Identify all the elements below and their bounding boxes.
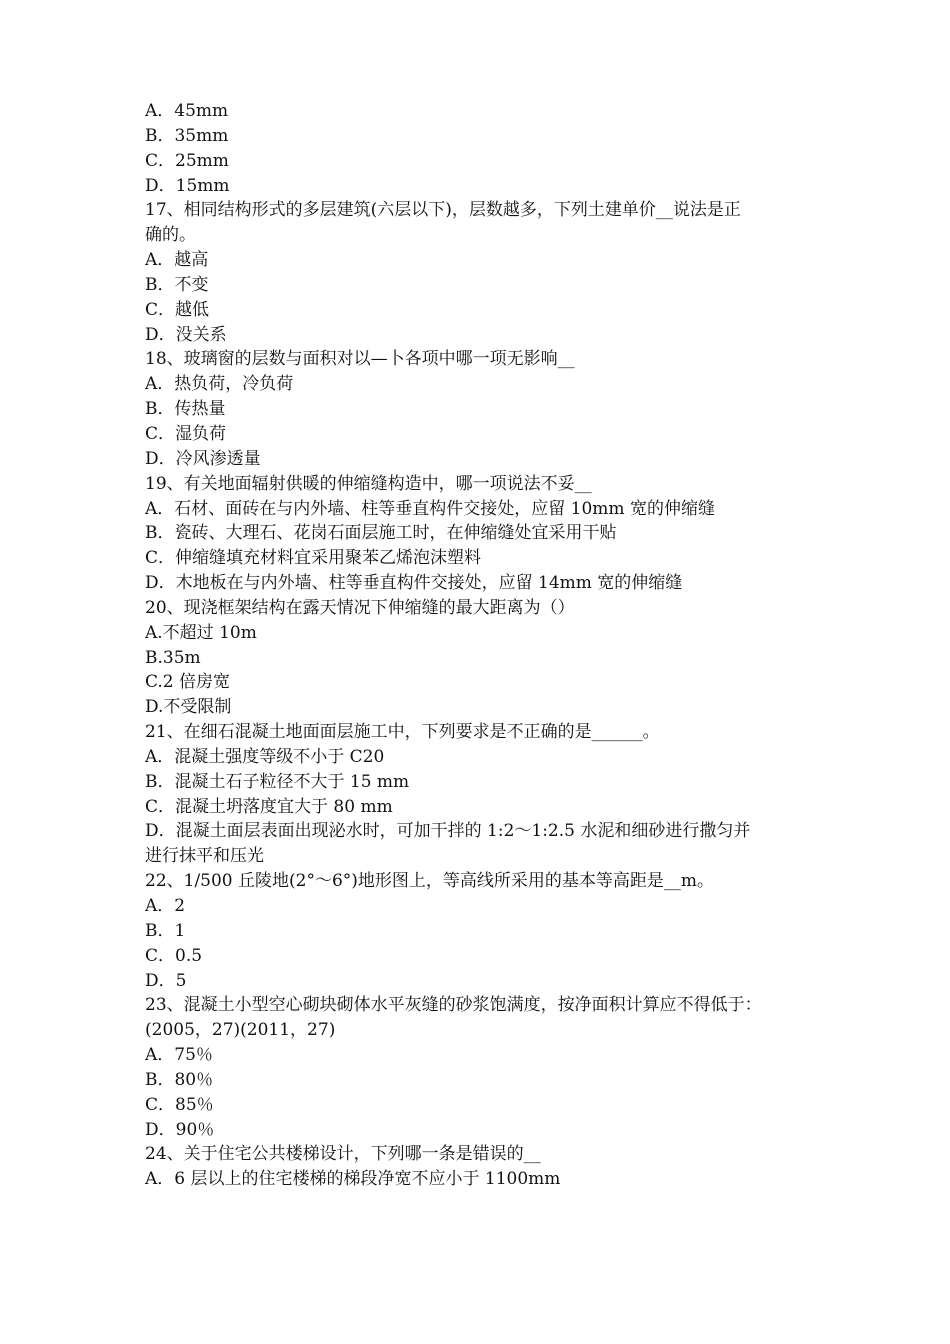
option-line: C.2 倍房宽 (145, 672, 231, 693)
option-line: D.不受限制 (145, 697, 232, 718)
option-line: B．混凝土石子粒径不大于 15 mm (145, 771, 410, 792)
option-line: A．6 层以上的住宅楼梯的梯段净宽不应小于 1100mm (145, 1169, 561, 1190)
option-line: A．混凝土强度等级不小于 C20 (145, 746, 385, 767)
option-line: A.不超过 10m (145, 622, 257, 643)
question-24: 24、关于住宅公共楼梯设计，下列哪一条是错误的__ (145, 1144, 541, 1165)
question-17: 17、相同结构形式的多层建筑(六层以下)，层数越多，下列土建单价__说法是正 (145, 200, 741, 221)
option-line: A．75％ (145, 1045, 213, 1066)
option-line: B.35m (145, 647, 201, 668)
option-line: C．85％ (145, 1094, 214, 1115)
option-line: C．湿负荷 (145, 423, 227, 444)
option-line: C．越低 (145, 299, 210, 320)
question-21: 21、在细石混凝土地面面层施工中，下列要求是不正确的是______。 (145, 722, 660, 743)
option-line: D．5 (145, 970, 187, 991)
option-line: D．木地板在与内外墙、柱等垂直构件交接处，应留 14mm 宽的伸缩缝 (145, 573, 683, 594)
option-line: C．伸缩缝填充材料宜采用聚苯乙烯泡沫塑料 (145, 548, 482, 569)
option-line: D．混凝土面层表面出现泌水时，可加干拌的 1:2～1:2.5 水泥和细砂进行撒匀并 (145, 821, 751, 842)
option-line: D．15mm (145, 175, 230, 196)
option-line: B．不变 (145, 274, 209, 295)
option-line: C．0.5 (145, 945, 203, 966)
option-line: C．25mm (145, 150, 229, 171)
option-line: A．2 (145, 896, 186, 916)
question-17-continued: 确的。 (145, 225, 196, 246)
question-23: 23、混凝土小型空心砌块砌体水平灰缝的砂浆饱满度，按净面积计算应不得低于： (145, 995, 762, 1016)
option-line: B．35mm (145, 125, 229, 146)
option-line: A．45mm (145, 101, 229, 121)
question-19: 19、有关地面辐射供暖的伸缩缝构造中，哪一项说法不妥__ (145, 473, 592, 494)
option-line: B．80％ (145, 1069, 214, 1090)
option-line: B．传热量 (145, 399, 226, 420)
option-line: B．瓷砖、大理石、花岗石面层施工时，在伸缩缝处宜采用干贴 (145, 523, 617, 544)
option-line: B．1 (145, 920, 186, 941)
option-line: D．没关系 (145, 324, 227, 345)
question-23-continued: (2005，27)(2011，27) (145, 1020, 336, 1041)
document-body (145, 99, 810, 1192)
question-18: 18、玻璃窗的层数与面积对以—卜各项中哪一项无影响__ (145, 349, 575, 370)
option-line: A．石材、面砖在与内外墙、柱等垂直构件交接处，应留 10mm 宽的伸缩缝 (145, 498, 715, 519)
option-line: D．冷风渗透量 (145, 448, 261, 469)
option-line: A．热负荷，冷负荷 (145, 374, 294, 395)
question-20: 20、现浇框架结构在露天情况下伸缩缝的最大距离为（） (145, 597, 575, 618)
question-22: 22、1/500 丘陵地(2°～6°)地形图上，等高线所采用的基本等高距是__m。 (145, 871, 715, 892)
option-line: D．90％ (145, 1119, 215, 1140)
option-line: C．混凝土坍落度宜大于 80 mm (145, 796, 393, 817)
option-line: A．越高 (145, 250, 209, 271)
option-line-continued: 进行抹平和压光 (145, 846, 264, 867)
